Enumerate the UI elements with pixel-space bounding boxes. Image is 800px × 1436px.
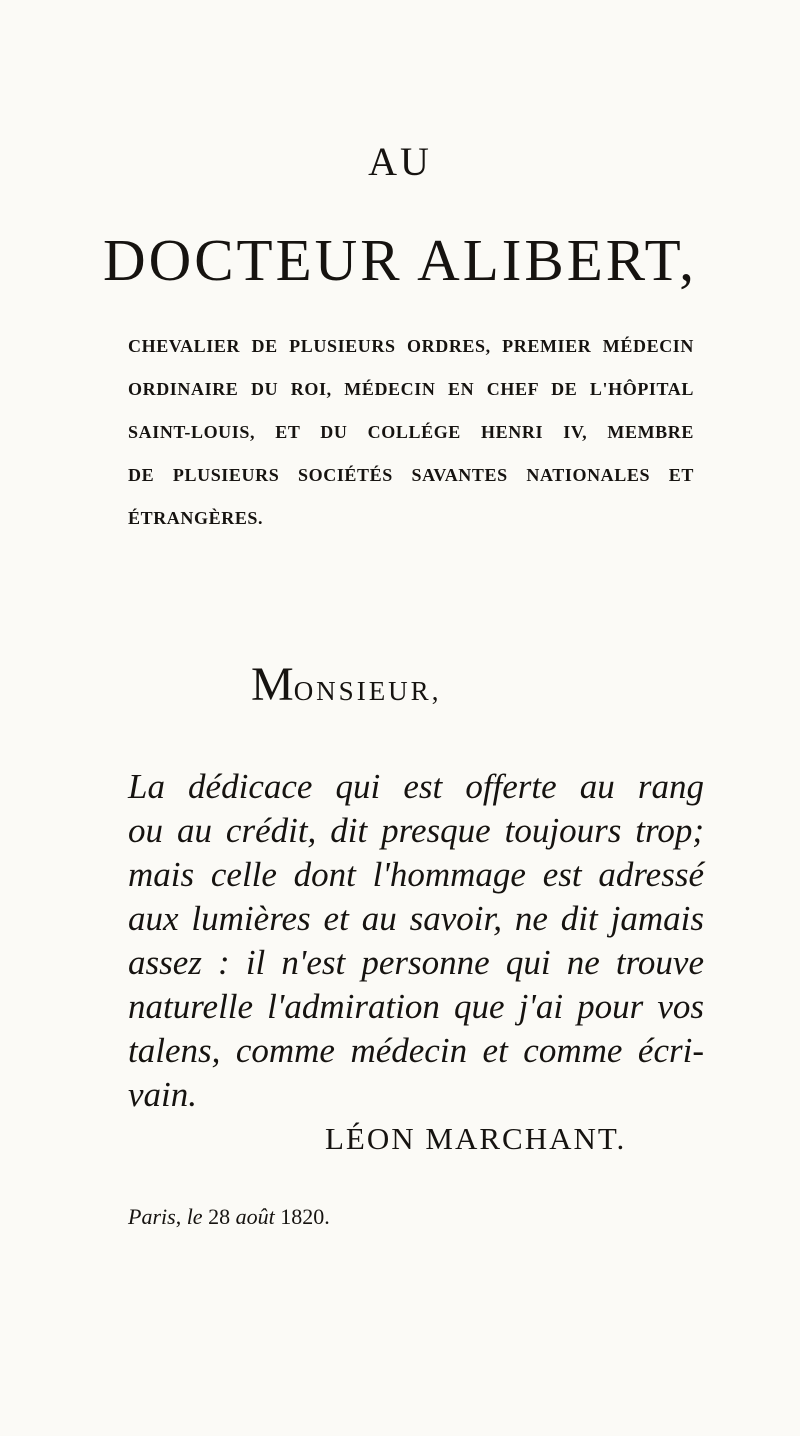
dedicatee-titles [128,325,694,540]
body-line: assez : il n'est personne qui ne trouve [128,943,704,982]
dateline-sep: , [175,1204,187,1229]
body-line: mais celle dont l'hommage est adressé [128,855,704,894]
heading-au: AU [368,139,432,184]
dateline-le: le [186,1204,203,1229]
dateline-day: 28 [202,1204,236,1229]
dedication-body [128,765,704,1117]
heading-dedicatee-name: DOCTEUR ALIBERT, [102,227,697,293]
body-line: aux lumières et au savoir, ne dit jamais [128,899,704,938]
dateline-place: Paris [128,1204,176,1229]
titles-line: ÉTRANGÈRES. [128,508,264,528]
body-line: vain. [128,1075,198,1114]
salutation-initial: M [251,658,294,711]
salutation-rest: ONSIEUR, [293,676,442,706]
dateline-year: 1820. [274,1204,330,1229]
body-line: La dédicace qui est offerte au rang [128,767,704,806]
body-line: talens, comme médecin et comme écri- [128,1031,704,1070]
titles-line: DE PLUSIEURS SOCIÉTÉS SAVANTES NATIONALES ET [128,465,694,485]
body-line: ou au crédit, dit presque toujours trop; [128,811,704,850]
body-line: naturelle l'admiration que j'ai pour vos [128,987,704,1026]
titles-line: ORDINAIRE DU ROI, MÉDECIN EN CHEF DE L'HÔPITAL [128,379,694,399]
titles-line: SAINT-LOUIS, ET DU COLLÉGE HENRI IV, MEMBRE [128,422,694,442]
titles-line: CHEVALIER DE PLUSIEURS ORDRES, PREMIER MÉDECIN [128,336,694,356]
salutation [251,660,441,716]
dateline [128,1202,330,1232]
signature: LÉON MARCHANT. [325,1121,627,1156]
dateline-month: août [235,1204,275,1229]
